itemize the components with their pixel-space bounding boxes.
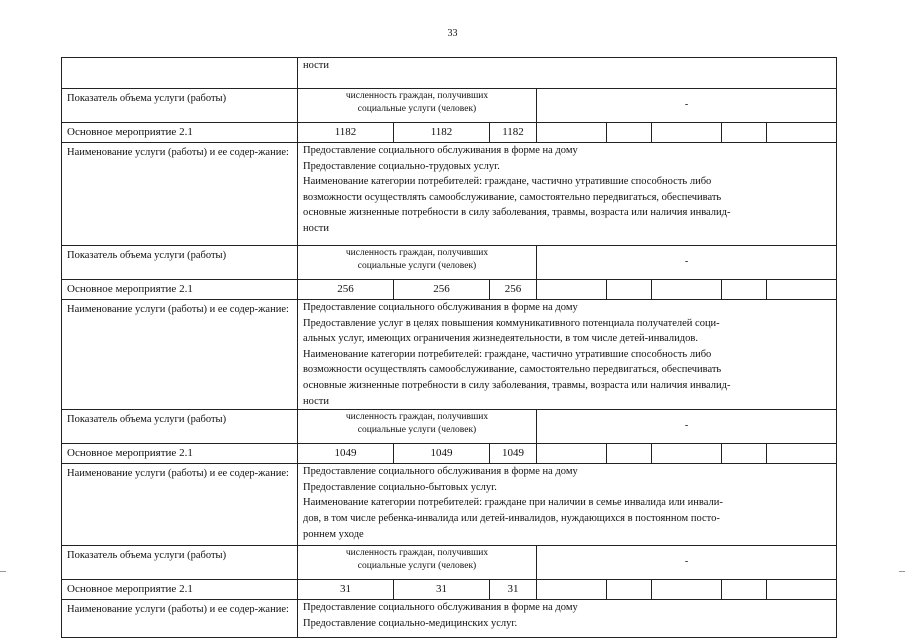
- service-line: Наименование категории потребителей: граждане при наличии в семье инвалида или инвали-: [303, 497, 723, 509]
- service-line: Наименование категории потребителей: граждане, частично утратившие способность либо: [303, 348, 712, 360]
- service-row: [62, 143, 837, 246]
- measure-value: [490, 444, 537, 464]
- measure-value: [298, 444, 394, 464]
- measure-row: [62, 580, 837, 600]
- service-line: основные жизненные потребности в силу заболевания, травмы, возраста или наличия инвалид-: [303, 207, 731, 219]
- indicator-text-line: численность граждан, получивших: [345, 248, 489, 258]
- indicator-dash: -: [684, 420, 689, 432]
- service-label: Наименование услуги (работы) и ее содер-жание:: [62, 464, 298, 546]
- measure-label: Основное мероприятие 2.1: [62, 444, 298, 464]
- service-line: ности: [303, 222, 329, 234]
- empty-value-cell: [607, 123, 652, 143]
- measure-value: [394, 580, 490, 600]
- service-line: Наименование категории потребителей: граждане, частично утратившие способность либо: [303, 176, 712, 188]
- service-line: Предоставление социально-бытовых услуг.: [303, 481, 497, 493]
- measure-row: [62, 444, 837, 464]
- indicator-text-line: численность граждан, получивших: [345, 548, 489, 559]
- service-description: [298, 600, 837, 638]
- service-line: альных услуг, имеющих ограничения жизнедеятельности, в том числе детей-инвалидов.: [303, 333, 698, 345]
- empty-value-cell: [652, 580, 722, 600]
- empty-value-cell: [537, 580, 607, 600]
- measure-label: Основное мероприятие 2.1: [62, 123, 298, 143]
- continuation-fragment: ности: [303, 60, 329, 71]
- indicator-dash-cell: [537, 410, 837, 444]
- service-line: Предоставление социально-трудовых услуг.: [303, 160, 500, 172]
- indicator-label: Показатель объема услуги (работы): [62, 246, 298, 280]
- indicator-text-line: социальные услуги (человек): [357, 261, 477, 271]
- measure-value-text: 1049: [334, 447, 357, 460]
- scan-edge-mark-right: [899, 571, 905, 572]
- indicator-dash-cell: [537, 546, 837, 580]
- service-row: [62, 600, 837, 638]
- service-row: [62, 464, 837, 546]
- empty-value-cell: [652, 123, 722, 143]
- service-description: [298, 464, 837, 546]
- continuation-row: [62, 58, 837, 89]
- empty-value-cell: [767, 123, 837, 143]
- indicator-text-line: социальные услуги (человек): [357, 425, 477, 436]
- service-description: [298, 143, 837, 246]
- indicator-dash: -: [684, 256, 689, 267]
- indicator-text-cell: [298, 410, 537, 444]
- measure-value-text: 31: [507, 583, 519, 596]
- measure-label: Основное мероприятие 2.1: [62, 580, 298, 600]
- empty-value-cell: [722, 280, 767, 300]
- indicator-text: [298, 410, 536, 437]
- empty-value-cell: [537, 280, 607, 300]
- service-line: Предоставление социального обслуживания в форме на дому: [303, 602, 578, 614]
- measure-label: Основное мероприятие 2.1: [62, 280, 298, 300]
- service-line: Предоставление услуг в целях повышения коммуникативного потенциала получателей соци-: [303, 317, 720, 329]
- measure-value: [394, 123, 490, 143]
- measure-value-text: 256: [433, 283, 450, 295]
- empty-value-cell: [652, 444, 722, 464]
- service-label: Наименование услуги (работы) и ее содер-жание:: [62, 143, 298, 246]
- measure-value-text: 31: [436, 583, 447, 596]
- indicator-dash-cell: [537, 89, 837, 123]
- empty-value-cell: [607, 580, 652, 600]
- services-table: [61, 57, 837, 638]
- indicator-label: Показатель объема услуги (работы): [62, 410, 298, 444]
- indicator-text-line: численность граждан, получивших: [345, 412, 489, 423]
- measure-value-text: 1049: [502, 447, 524, 460]
- indicator-dash: -: [684, 556, 689, 568]
- service-line: возможности осуществлять самообслуживание, самостоятельно передвигаться, обеспечивать: [303, 191, 722, 203]
- empty-value-cell: [722, 580, 767, 600]
- service-description: [298, 300, 837, 410]
- measure-value-text: 1049: [430, 447, 453, 460]
- service-line: Предоставление социально-медицинских услуг.: [303, 617, 518, 629]
- measure-value: [490, 580, 537, 600]
- indicator-dash: -: [684, 99, 689, 110]
- measure-value: [394, 280, 490, 300]
- continuation-text: [298, 58, 837, 89]
- empty-value-cell: [722, 444, 767, 464]
- indicator-text-cell: [298, 246, 537, 280]
- measure-value: [298, 280, 394, 300]
- measure-value: [490, 280, 537, 300]
- service-line: Предоставление социального обслуживания в форме на дому: [303, 466, 578, 478]
- empty-value-cell: [767, 580, 837, 600]
- indicator-row: [62, 410, 837, 444]
- service-line: дов, в том числе ребенка-инвалида или детей-инвалидов, нуждающихся в постоянном посто-: [303, 512, 720, 524]
- service-line: основные жизненные потребности в силу заболевания, травмы, возраста или наличия инвалид-: [303, 379, 731, 391]
- empty-value-cell: [722, 123, 767, 143]
- service-line: ности: [303, 395, 329, 407]
- service-row: [62, 300, 837, 410]
- measure-row: [62, 280, 837, 300]
- indicator-label: Показатель объема услуги (работы): [62, 89, 298, 123]
- page-number: 33: [447, 28, 458, 39]
- service-line: Предоставление социального обслуживания в форме на дому: [303, 302, 578, 313]
- indicator-row: [62, 89, 837, 123]
- empty-value-cell: [607, 280, 652, 300]
- measure-value-text: 1182: [334, 126, 357, 138]
- indicator-text: [298, 546, 536, 573]
- indicator-row: [62, 546, 837, 580]
- service-label: Наименование услуги (работы) и ее содер-жание:: [62, 600, 298, 638]
- measure-value-text: 256: [504, 283, 522, 295]
- measure-value: [490, 123, 537, 143]
- service-line: роннем уходе: [303, 528, 364, 540]
- service-line: возможности осуществлять самообслуживание, самостоятельно передвигаться, обеспечивать: [303, 364, 722, 376]
- service-line: Предоставление социального обслуживания в форме на дому: [303, 145, 578, 156]
- indicator-text: [298, 89, 536, 116]
- empty-value-cell: [767, 444, 837, 464]
- empty-value-cell: [652, 280, 722, 300]
- empty-label-cell: [62, 58, 298, 89]
- measure-value: [298, 580, 394, 600]
- measure-value-text: 1182: [430, 126, 453, 138]
- indicator-text-line: социальные услуги (человек): [357, 104, 477, 114]
- measure-value-text: 1182: [502, 126, 524, 138]
- measure-value-text: 31: [340, 583, 351, 596]
- indicator-text-cell: [298, 546, 537, 580]
- empty-value-cell: [607, 444, 652, 464]
- indicator-text-line: социальные услуги (человек): [357, 561, 477, 572]
- empty-value-cell: [767, 280, 837, 300]
- indicator-text-line: численность граждан, получивших: [345, 91, 489, 101]
- service-label: Наименование услуги (работы) и ее содер-жание:: [62, 300, 298, 410]
- empty-value-cell: [537, 444, 607, 464]
- scan-edge-mark-left: [0, 571, 6, 572]
- indicator-dash-cell: [537, 246, 837, 280]
- indicator-label: Показатель объема услуги (работы): [62, 546, 298, 580]
- indicator-text-cell: [298, 89, 537, 123]
- measure-value: [394, 444, 490, 464]
- measure-value: [298, 123, 394, 143]
- measure-row: [62, 123, 837, 143]
- indicator-text: [298, 246, 536, 273]
- measure-value-text: 256: [337, 283, 354, 295]
- empty-value-cell: [537, 123, 607, 143]
- indicator-row: [62, 246, 837, 280]
